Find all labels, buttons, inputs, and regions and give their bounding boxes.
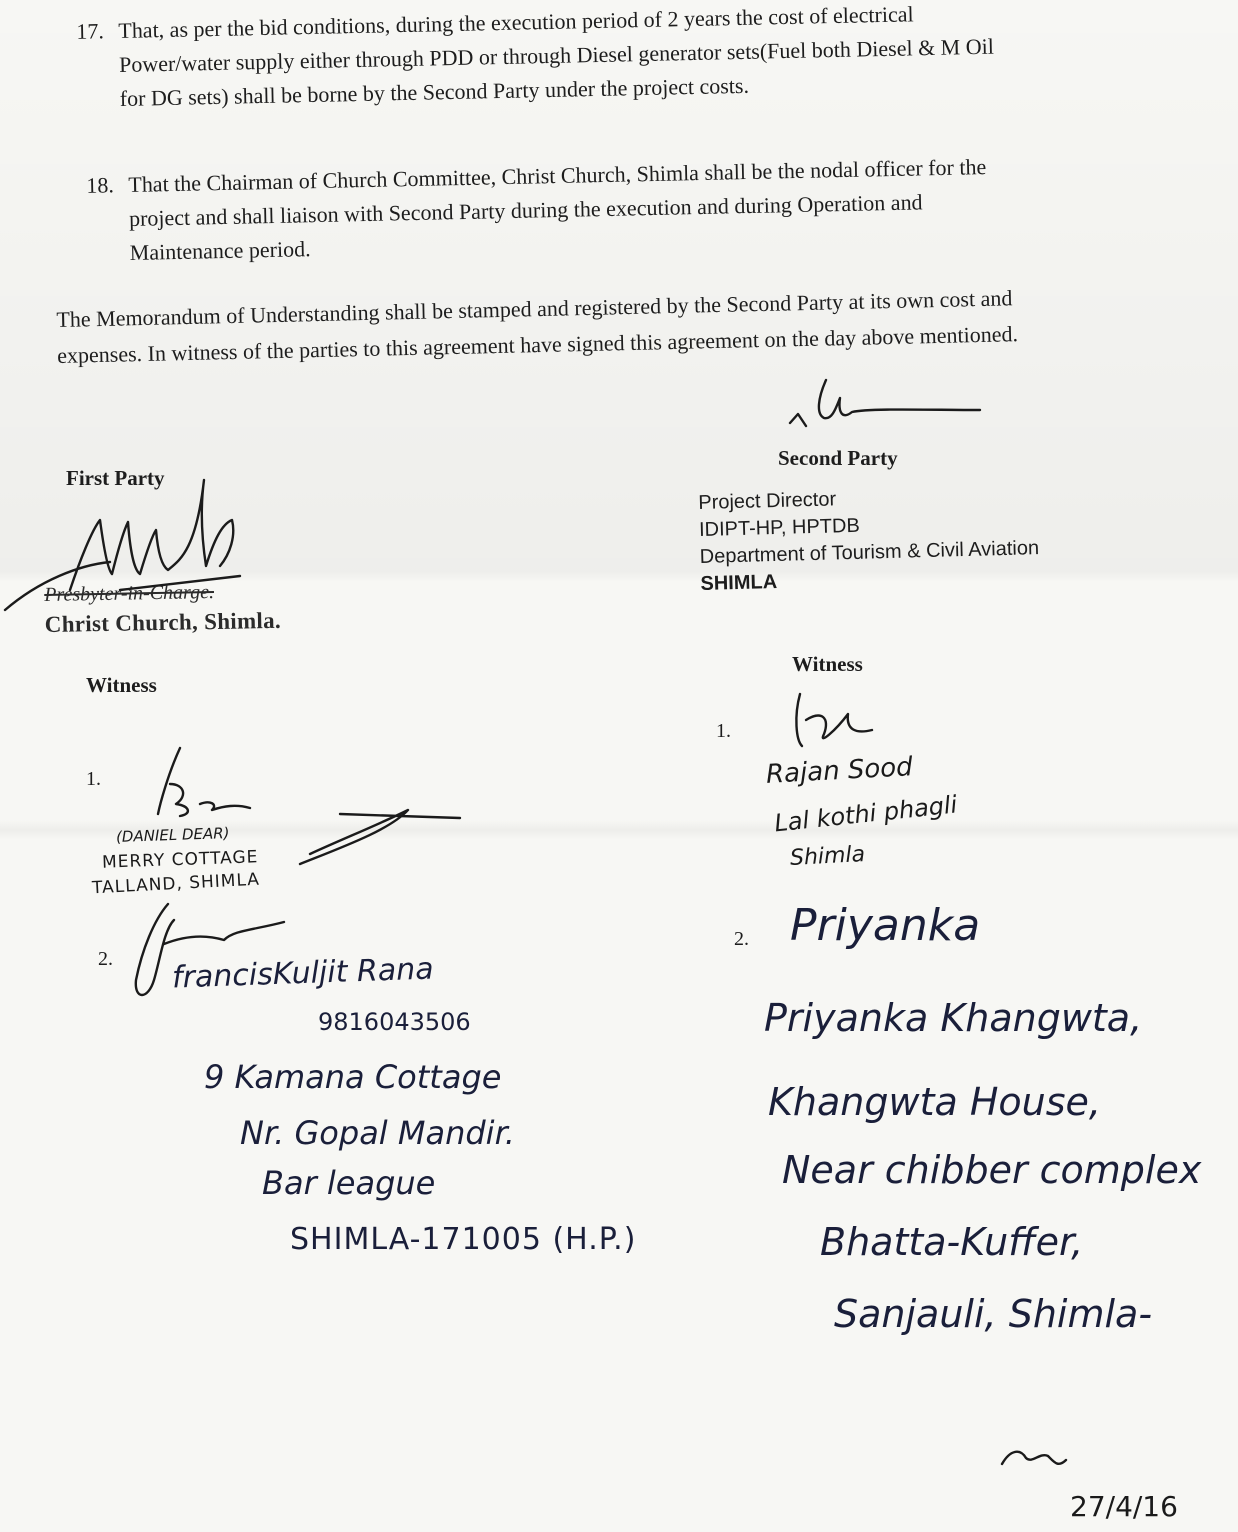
witness-left-2-phone: 9816043506 [318, 1008, 471, 1036]
witness-left-2-address: 9 Kamana Cottage [204, 1058, 502, 1096]
second-party-signature [780, 368, 990, 438]
witness-right-2-address: Sanjauli, Shimla- [834, 1292, 1153, 1336]
witness-right-1-address: Lal kothi phagli [773, 790, 959, 838]
clause-18 [86, 149, 1020, 270]
first-party-stamp [44, 576, 281, 640]
witness-right-2-number: 2. [734, 928, 749, 950]
witness-right-2-address: Khangwta House, [768, 1080, 1102, 1124]
footer-initials: 27/4/16 [1070, 1490, 1178, 1523]
witness-left-2-number: 2. [98, 948, 113, 970]
witness-right-2-signature: Priyanka [790, 900, 981, 951]
address-line: Project Director [698, 488, 837, 514]
clause-text: That, as per the bid conditions, during the execution period of 2 years the cost of electrical Power/water supply either through PDD or through Diesel generator sets(Fuel both Diesel & M Oil for DG sets) shall be borne by the Second Party under the project costs. [118, 1, 995, 111]
witness-right-1-number: 1. [716, 720, 731, 742]
clause-17 [76, 0, 1010, 116]
witness-left-heading: Witness [86, 673, 157, 697]
witness-left-1-address: TALLAND, SHIMLA [91, 869, 261, 899]
second-party-heading: Second Party [778, 446, 898, 470]
witness-left-2-name: francisKuljit Rana [171, 951, 435, 996]
clause-number: 17. [76, 18, 105, 44]
witness-left-2-address: Bar league [262, 1164, 436, 1202]
witness-right-1-name: Rajan Sood [765, 752, 914, 790]
witness-left-2-address: Nr. Gopal Mandir. [240, 1114, 515, 1152]
clause-text: That the Chairman of Church Committee, Christ Church, Shimla shall be the nodal officer for the project and shall liaison with Second Party during the execution and during Operation and Maintenance period. [128, 154, 987, 265]
witness-left-1-number: 1. [86, 768, 101, 790]
witness-left-1-address: MERRY COTTAGE [101, 847, 259, 873]
witness-right-2-address: Bhatta-Kuffer, [820, 1220, 1084, 1264]
clause-number: 18. [86, 172, 115, 198]
stamp-organization: Christ Church, Shimla. [44, 607, 282, 637]
address-line: SHIMLA [700, 570, 778, 595]
first-party-heading: First Party [66, 466, 165, 490]
stamp-designation: Presbyter-in-Charge. [44, 581, 215, 606]
witness-right-1-signature [786, 690, 886, 760]
witness-right-heading: Witness [792, 652, 863, 676]
witness-right-2-address: Near chibber complex [782, 1148, 1202, 1192]
second-party-address [698, 481, 1040, 598]
witness-right-1-address: Shimla [789, 842, 866, 871]
footer-initial-mark [996, 1440, 1076, 1480]
witness-right-2-name: Priyanka Khangwta, [764, 996, 1143, 1040]
witness-left-2-address: SHIMLA-171005 (H.P.) [290, 1222, 637, 1257]
witness-left-1-name: (DANIEL DEAR) [115, 824, 230, 846]
closing-paragraph: The Memorandum of Understanding shall be stamped and registered by the Second Party at its own cost and expenses. In witness of the parties to this agreement have signed this agreement on the day above mentioned. [56, 285, 1019, 368]
address-line: Department of Tourism & Civil Aviation [699, 537, 1040, 568]
address-line: IDIPT-HP, HPTDB [698, 514, 861, 541]
